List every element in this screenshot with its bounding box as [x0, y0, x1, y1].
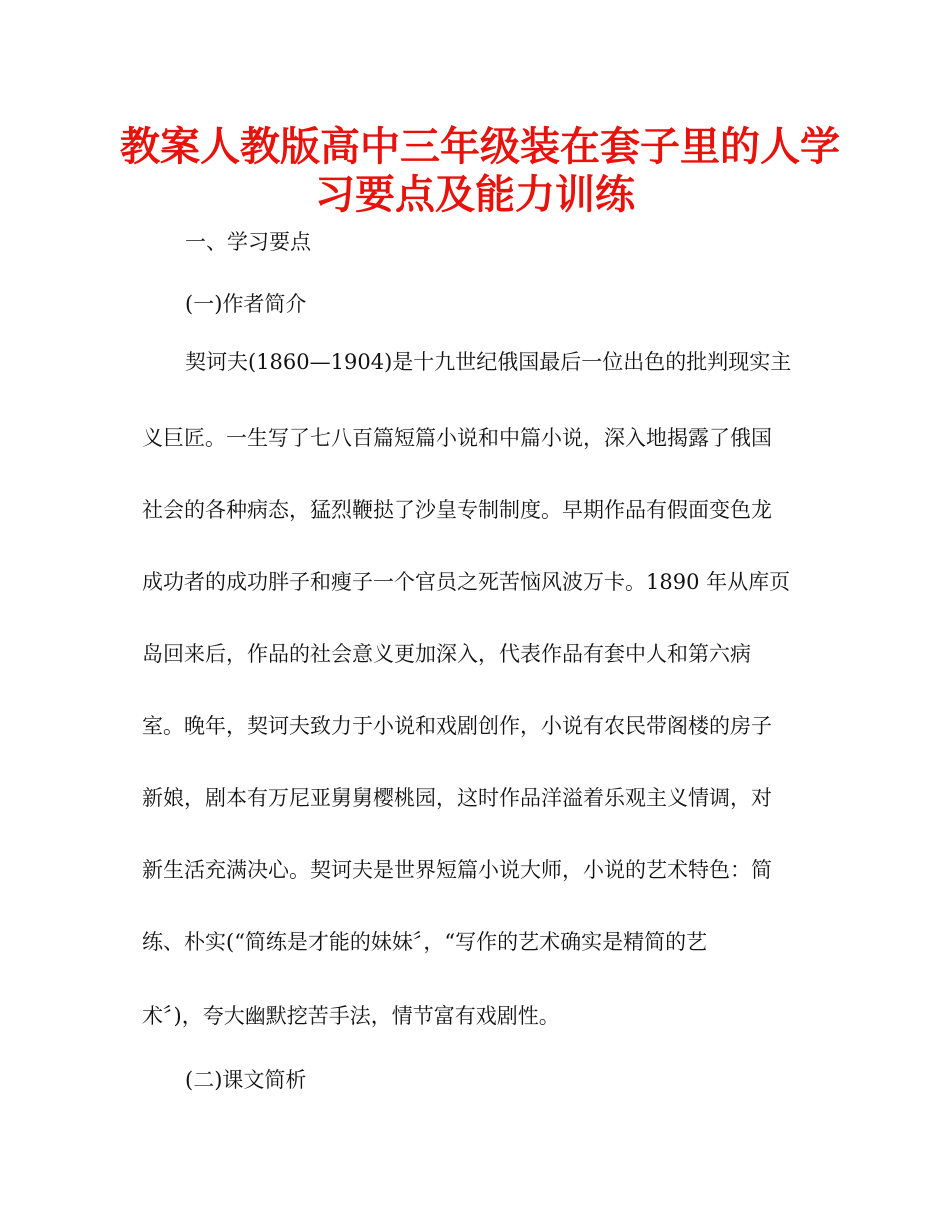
paragraph-line: 新娘，剧本有万尼亚舅舅樱桃园，这时作品洋溢着乐观主义情调，对 — [142, 786, 772, 810]
paragraph-line: 社会的各种病态，猛烈鞭挞了沙皇专制制度。早期作品有假面变色龙 — [142, 498, 772, 522]
paragraph-line: 室。晚年，契诃夫致力于小说和戏剧创作，小说有农民带阁楼的房子 — [142, 714, 772, 738]
subsection-heading-author-intro: (一)作者简介 — [185, 292, 307, 316]
document-title-line-1: 教案人教版高中三年级装在套子里的人学 — [120, 124, 840, 170]
paragraph-line: 练、朴实(“简练是才能的妹妹〞，“写作的艺术确实是精简的艺 — [142, 930, 708, 954]
document-title-line-2: 习要点及能力训练 — [315, 172, 635, 218]
paragraph-line: 术〞)，夸大幽默挖苦手法，情节富有戏剧性。 — [142, 1004, 560, 1028]
paragraph-line: 义巨匠。一生写了七八百篇短篇小说和中篇小说，深入地揭露了俄国 — [142, 426, 772, 450]
paragraph-line: 新生活充满决心。契诃夫是世界短篇小说大师，小说的艺术特色：简 — [142, 858, 772, 882]
paragraph-line: 成功者的成功胖子和瘦子一个官员之死苦恼风波万卡。1890 年从库页 — [142, 570, 791, 594]
paragraph-line: 岛回来后，作品的社会意义更加深入，代表作品有套中人和第六病 — [142, 642, 751, 666]
section-heading-study-points: 一、学习要点 — [185, 230, 311, 254]
subsection-heading-text-analysis: (二)课文简析 — [185, 1068, 307, 1092]
paragraph-line: 契诃夫(1860—1904)是十九世纪俄国最后一位出色的批判现实主 — [185, 350, 792, 374]
